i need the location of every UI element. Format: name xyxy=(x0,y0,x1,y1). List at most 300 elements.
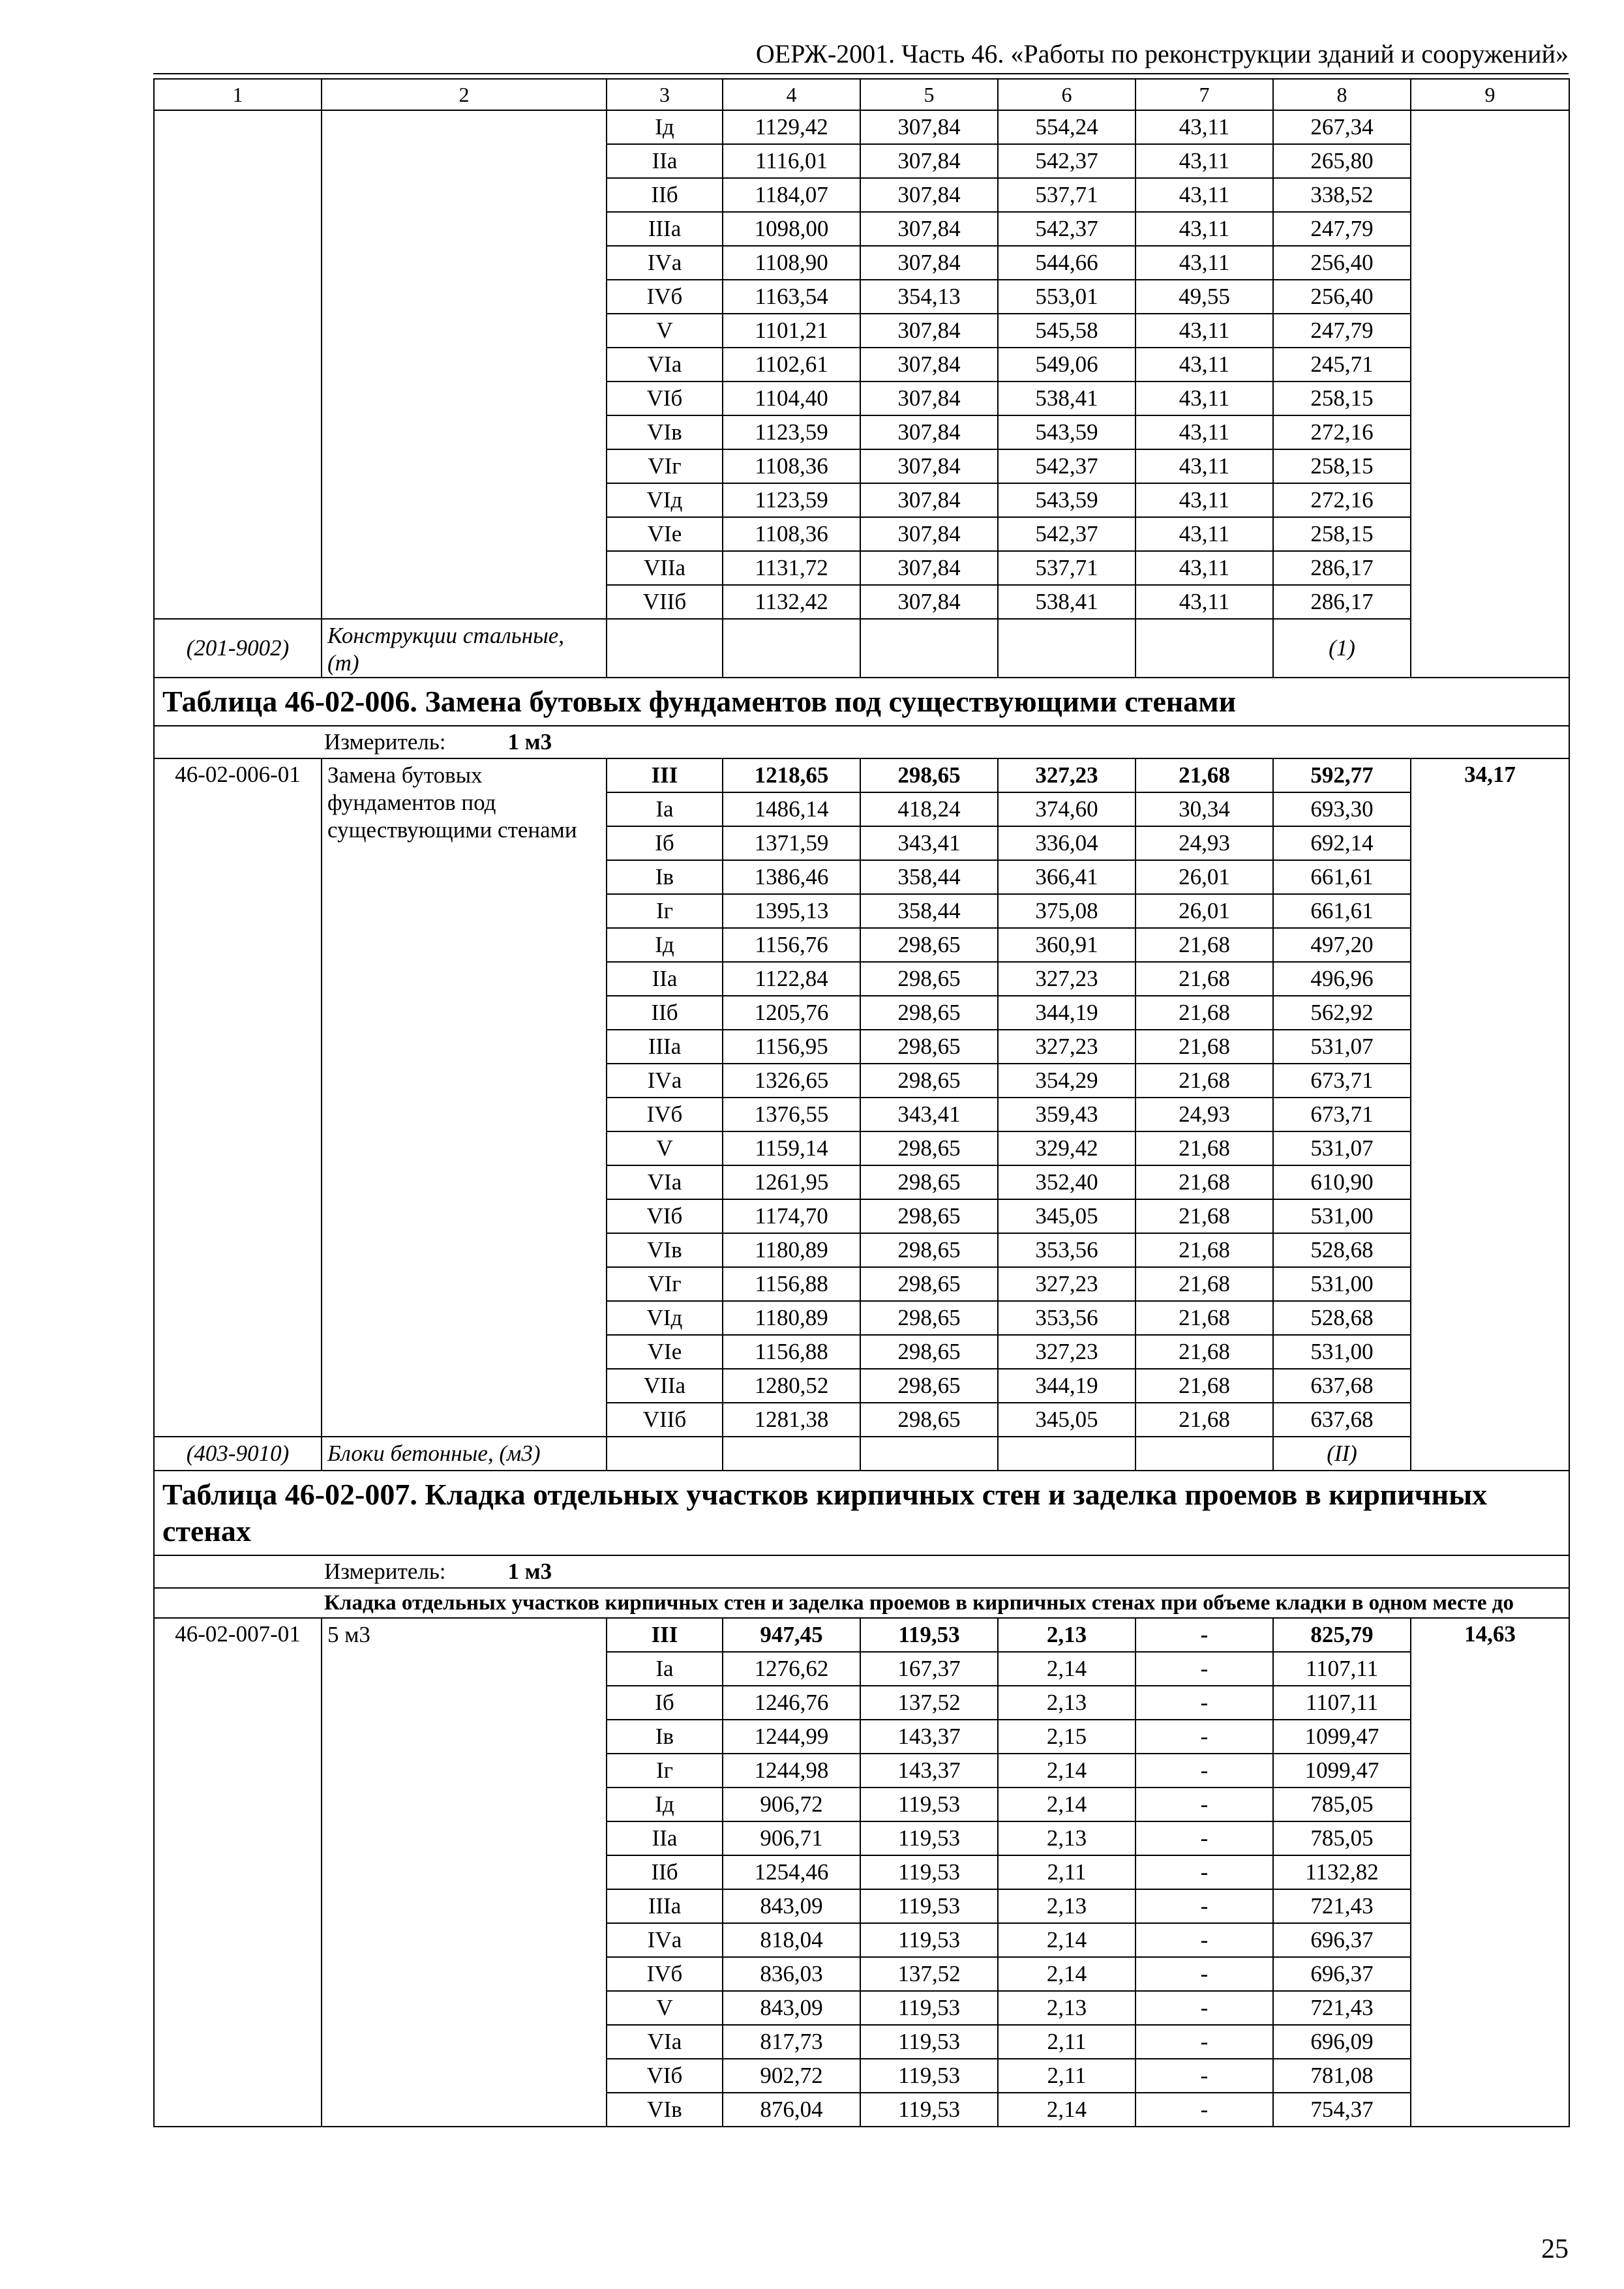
value-cell: 1254,46 xyxy=(723,1855,860,1889)
value-cell: 843,09 xyxy=(723,1889,860,1923)
value-cell: 2,14 xyxy=(998,1652,1135,1686)
value-cell: 345,05 xyxy=(998,1403,1135,1437)
rates-table xyxy=(153,78,1570,2127)
value-cell: 528,68 xyxy=(1273,1233,1411,1267)
value-cell: 1099,47 xyxy=(1273,1720,1411,1754)
value-cell: 843,09 xyxy=(723,1991,860,2025)
column-number: 1 xyxy=(154,79,322,110)
resource-name: Блоки бетонные, (м3) xyxy=(322,1437,607,1471)
zone-cell: VIа xyxy=(607,348,723,382)
value-cell: 1132,82 xyxy=(1273,1855,1411,1889)
value-cell: 21,68 xyxy=(1135,1030,1273,1064)
value-cell: 298,65 xyxy=(860,1267,998,1301)
value-cell: 21,68 xyxy=(1135,1267,1273,1301)
column-number: 2 xyxy=(322,79,607,110)
value-cell: 1122,84 xyxy=(723,962,860,996)
zone-cell: Iг xyxy=(607,894,723,928)
code-cell: 46-02-007-01 xyxy=(154,1618,322,2127)
value-cell: 1098,00 xyxy=(723,212,860,246)
value-cell: 21,68 xyxy=(1135,1165,1273,1199)
value-cell: 43,11 xyxy=(1135,517,1273,551)
column-number: 7 xyxy=(1135,79,1273,110)
value-cell: 354,29 xyxy=(998,1064,1135,1098)
value-cell: 24,93 xyxy=(1135,826,1273,860)
value-cell: 137,52 xyxy=(860,1686,998,1720)
value-cell: 143,37 xyxy=(860,1754,998,1788)
value-cell: 258,15 xyxy=(1273,382,1411,415)
empty-cell xyxy=(607,619,723,678)
value-cell: 119,53 xyxy=(860,1821,998,1855)
zone-cell: III xyxy=(607,1618,723,1652)
value-cell: 298,65 xyxy=(860,1301,998,1335)
zone-cell: VIа xyxy=(607,2025,723,2059)
value-cell: 554,24 xyxy=(998,110,1135,144)
value-cell: 298,65 xyxy=(860,1403,998,1437)
zone-cell: VIг xyxy=(607,449,723,483)
value-cell: 544,66 xyxy=(998,246,1135,280)
value-cell: 1099,47 xyxy=(1273,1754,1411,1788)
value-cell: 545,58 xyxy=(998,314,1135,348)
empty-cell xyxy=(1135,619,1273,678)
value-cell: 21,68 xyxy=(1135,928,1273,962)
value-cell: - xyxy=(1135,1754,1273,1788)
zone-cell: Iд xyxy=(607,1788,723,1821)
zone-cell: IIб xyxy=(607,1855,723,1889)
value-cell: 21,68 xyxy=(1135,996,1273,1030)
value-cell: 1246,76 xyxy=(723,1686,860,1720)
value-cell: 661,61 xyxy=(1273,860,1411,894)
value-cell: 272,16 xyxy=(1273,483,1411,517)
value-cell: 21,68 xyxy=(1135,1301,1273,1335)
value-cell: 1386,46 xyxy=(723,860,860,894)
table-title: Таблица 46-02-006. Замена бутовых фундаментов под существующими стенами xyxy=(154,678,1569,726)
value-cell: 1205,76 xyxy=(723,996,860,1030)
value-cell: 1107,11 xyxy=(1273,1686,1411,1720)
zone-cell: V xyxy=(607,314,723,348)
value-cell: 906,72 xyxy=(723,1788,860,1821)
meter-cell xyxy=(154,726,1569,758)
value-cell: 21,68 xyxy=(1135,758,1273,792)
meter-label: Измеритель: xyxy=(324,729,446,755)
empty-cell xyxy=(998,619,1135,678)
value-cell: 1486,14 xyxy=(723,792,860,826)
zone-cell: VIIа xyxy=(607,1369,723,1403)
value-cell: 1132,42 xyxy=(723,585,860,619)
value-cell: 307,84 xyxy=(860,585,998,619)
value-cell: 21,68 xyxy=(1135,962,1273,996)
column-number: 4 xyxy=(723,79,860,110)
column-number: 5 xyxy=(860,79,998,110)
value-cell: 1174,70 xyxy=(723,1199,860,1233)
zone-cell: Iа xyxy=(607,1652,723,1686)
value-cell: 2,11 xyxy=(998,1855,1135,1889)
zone-cell: V xyxy=(607,1131,723,1165)
resource-code: (201-9002) xyxy=(154,619,322,678)
value-cell: 258,15 xyxy=(1273,449,1411,483)
value-cell: 2,14 xyxy=(998,1923,1135,1957)
value-cell: 119,53 xyxy=(860,2059,998,2093)
value-cell: 352,40 xyxy=(998,1165,1135,1199)
value-cell: 354,13 xyxy=(860,280,998,314)
zone-cell: Iд xyxy=(607,928,723,962)
zone-cell: VIе xyxy=(607,1335,723,1369)
zone-cell: IIа xyxy=(607,962,723,996)
value-cell: 247,79 xyxy=(1273,314,1411,348)
value-cell: 785,05 xyxy=(1273,1788,1411,1821)
value-cell: 1280,52 xyxy=(723,1369,860,1403)
table-title: Таблица 46-02-007. Кладка отдельных участков кирпичных стен и заделка проемов в кирпичных стенах xyxy=(154,1471,1569,1555)
value-cell: 1184,07 xyxy=(723,178,860,212)
meter-label: Измеритель: xyxy=(324,1559,446,1584)
value-cell: 1131,72 xyxy=(723,551,860,585)
value-cell: 637,68 xyxy=(1273,1403,1411,1437)
value-cell: 43,11 xyxy=(1135,483,1273,517)
value-cell: - xyxy=(1135,1686,1273,1720)
value-cell: 343,41 xyxy=(860,826,998,860)
value-cell: 366,41 xyxy=(998,860,1135,894)
zone-cell: IVа xyxy=(607,1923,723,1957)
zone-cell: IVа xyxy=(607,1064,723,1098)
value-cell: 1129,42 xyxy=(723,110,860,144)
rate-row xyxy=(154,1618,1569,1652)
value-cell: 336,04 xyxy=(998,826,1135,860)
value-cell: 637,68 xyxy=(1273,1369,1411,1403)
meter-cell xyxy=(154,1555,1569,1588)
value-cell: - xyxy=(1135,1957,1273,1991)
value-cell: 375,08 xyxy=(998,894,1135,928)
value-cell: 1156,88 xyxy=(723,1335,860,1369)
zone-cell: VIг xyxy=(607,1267,723,1301)
value-cell: 298,65 xyxy=(860,1030,998,1064)
value-cell: - xyxy=(1135,1720,1273,1754)
empty-cell xyxy=(860,1437,998,1471)
value-cell: 307,84 xyxy=(860,415,998,449)
value-cell: 245,71 xyxy=(1273,348,1411,382)
header-rule xyxy=(153,73,1569,74)
zone-cell: IIIа xyxy=(607,1889,723,1923)
value-cell: 307,84 xyxy=(860,144,998,178)
value-cell: 359,43 xyxy=(998,1098,1135,1131)
value-cell: 119,53 xyxy=(860,1889,998,1923)
value-cell: 137,52 xyxy=(860,1957,998,1991)
value-cell: 286,17 xyxy=(1273,551,1411,585)
value-cell: 549,06 xyxy=(998,348,1135,382)
value-cell: 1376,55 xyxy=(723,1098,860,1131)
empty-cell xyxy=(860,619,998,678)
value-cell: 119,53 xyxy=(860,1991,998,2025)
value-cell: 538,41 xyxy=(998,382,1135,415)
value-cell: 298,65 xyxy=(860,1335,998,1369)
value-cell: 537,71 xyxy=(998,551,1135,585)
value-cell: - xyxy=(1135,2093,1273,2127)
zone-cell: IIIа xyxy=(607,1030,723,1064)
empty-cell xyxy=(1135,1437,1273,1471)
value-cell: - xyxy=(1135,1923,1273,1957)
value-cell: 21,68 xyxy=(1135,1064,1273,1098)
value-cell: 543,59 xyxy=(998,415,1135,449)
description-cell xyxy=(322,110,607,619)
value-cell: 298,65 xyxy=(860,996,998,1030)
value-cell: 2,13 xyxy=(998,1618,1135,1652)
value-cell: 298,65 xyxy=(860,1165,998,1199)
zone-cell: IIб xyxy=(607,178,723,212)
col9-cell xyxy=(1411,110,1569,678)
value-cell: 119,53 xyxy=(860,2093,998,2127)
value-cell: 1281,38 xyxy=(723,1403,860,1437)
value-cell: 906,71 xyxy=(723,1821,860,1855)
value-cell: 2,14 xyxy=(998,1788,1135,1821)
value-cell: 1371,59 xyxy=(723,826,860,860)
resource-col8: (II) xyxy=(1273,1437,1411,1471)
value-cell: 307,84 xyxy=(860,212,998,246)
value-cell: 307,84 xyxy=(860,178,998,212)
value-cell: 26,01 xyxy=(1135,894,1273,928)
value-cell: 329,42 xyxy=(998,1131,1135,1165)
zone-cell: IVб xyxy=(607,1957,723,1991)
value-cell: 528,68 xyxy=(1273,1301,1411,1335)
value-cell: 2,13 xyxy=(998,1686,1135,1720)
value-cell: 119,53 xyxy=(860,1923,998,1957)
value-cell: 247,79 xyxy=(1273,212,1411,246)
meter-value: 1 м3 xyxy=(507,1559,552,1584)
value-cell: 2,14 xyxy=(998,1754,1135,1788)
value-cell: 1244,99 xyxy=(723,1720,860,1754)
value-cell: 272,16 xyxy=(1273,415,1411,449)
value-cell: 1180,89 xyxy=(723,1233,860,1267)
zone-cell: VIд xyxy=(607,483,723,517)
zone-cell: Iд xyxy=(607,110,723,144)
code-cell: 46-02-006-01 xyxy=(154,758,322,1437)
value-cell: 2,15 xyxy=(998,1720,1135,1754)
value-cell: 21,68 xyxy=(1135,1131,1273,1165)
page-header: ОЕРЖ-2001. Часть 46. «Работы по реконструкции зданий и сооружений» xyxy=(755,39,1569,68)
value-cell: 1244,98 xyxy=(723,1754,860,1788)
value-cell: 327,23 xyxy=(998,758,1135,792)
value-cell: 1163,54 xyxy=(723,280,860,314)
value-cell: 693,30 xyxy=(1273,792,1411,826)
zone-cell: VIв xyxy=(607,2093,723,2127)
value-cell: 119,53 xyxy=(860,1618,998,1652)
value-cell: 256,40 xyxy=(1273,280,1411,314)
value-cell: 43,11 xyxy=(1135,551,1273,585)
value-cell: 2,14 xyxy=(998,1957,1135,1991)
value-cell: 542,37 xyxy=(998,144,1135,178)
value-cell: 167,37 xyxy=(860,1652,998,1686)
value-cell: - xyxy=(1135,2059,1273,2093)
value-cell: 1108,90 xyxy=(723,246,860,280)
value-cell: 374,60 xyxy=(998,792,1135,826)
value-cell: 818,04 xyxy=(723,1923,860,1957)
value-cell: 542,37 xyxy=(998,517,1135,551)
value-cell: 143,37 xyxy=(860,1720,998,1754)
value-cell: 26,01 xyxy=(1135,860,1273,894)
value-cell: 1123,59 xyxy=(723,415,860,449)
rate-row xyxy=(154,758,1569,792)
value-cell: 553,01 xyxy=(998,280,1135,314)
value-cell: - xyxy=(1135,1821,1273,1855)
value-cell: 307,84 xyxy=(860,382,998,415)
zone-cell: VIб xyxy=(607,1199,723,1233)
value-cell: 327,23 xyxy=(998,1267,1135,1301)
value-cell: 2,13 xyxy=(998,1889,1135,1923)
value-cell: 1156,88 xyxy=(723,1267,860,1301)
zone-cell: IIб xyxy=(607,996,723,1030)
column-number: 8 xyxy=(1273,79,1411,110)
value-cell: - xyxy=(1135,1889,1273,1923)
value-cell: 344,19 xyxy=(998,1369,1135,1403)
value-cell: 298,65 xyxy=(860,1369,998,1403)
value-cell: 496,96 xyxy=(1273,962,1411,996)
value-cell: 21,68 xyxy=(1135,1335,1273,1369)
code-cell xyxy=(154,110,322,619)
col9-cell: 14,63 xyxy=(1411,1618,1569,2127)
value-cell: 360,91 xyxy=(998,928,1135,962)
value-cell: 43,11 xyxy=(1135,415,1273,449)
value-cell: 902,72 xyxy=(723,2059,860,2093)
zone-cell: IVб xyxy=(607,1098,723,1131)
value-cell: 358,44 xyxy=(860,860,998,894)
value-cell: 1156,76 xyxy=(723,928,860,962)
value-cell: 298,65 xyxy=(860,1064,998,1098)
value-cell: 307,84 xyxy=(860,551,998,585)
page-number: 25 xyxy=(1541,2234,1569,2264)
value-cell: 1101,21 xyxy=(723,314,860,348)
value-cell: 2,13 xyxy=(998,1821,1135,1855)
value-cell: 43,11 xyxy=(1135,449,1273,483)
value-cell: 43,11 xyxy=(1135,178,1273,212)
value-cell: 307,84 xyxy=(860,246,998,280)
value-cell: 256,40 xyxy=(1273,246,1411,280)
value-cell: 1104,40 xyxy=(723,382,860,415)
value-cell: 696,37 xyxy=(1273,1957,1411,1991)
resource-col8: (1) xyxy=(1273,619,1411,678)
value-cell: 298,65 xyxy=(860,1131,998,1165)
zone-cell: Iг xyxy=(607,1754,723,1788)
value-cell: 338,52 xyxy=(1273,178,1411,212)
value-cell: 418,24 xyxy=(860,792,998,826)
value-cell: 298,65 xyxy=(860,962,998,996)
value-cell: 353,56 xyxy=(998,1233,1135,1267)
value-cell: 531,07 xyxy=(1273,1030,1411,1064)
zone-cell: Iб xyxy=(607,826,723,860)
zone-cell: IIа xyxy=(607,1821,723,1855)
rate-row xyxy=(154,110,1569,144)
value-cell: 30,34 xyxy=(1135,792,1273,826)
value-cell: 1108,36 xyxy=(723,449,860,483)
value-cell: 119,53 xyxy=(860,1855,998,1889)
meter-row xyxy=(154,726,1569,758)
value-cell: 543,59 xyxy=(998,483,1135,517)
value-cell: 43,11 xyxy=(1135,314,1273,348)
value-cell: 817,73 xyxy=(723,2025,860,2059)
value-cell: 562,92 xyxy=(1273,996,1411,1030)
value-cell: 2,11 xyxy=(998,2059,1135,2093)
value-cell: - xyxy=(1135,1618,1273,1652)
value-cell: 537,71 xyxy=(998,178,1135,212)
value-cell: 307,84 xyxy=(860,517,998,551)
column-number-row xyxy=(154,79,1569,110)
value-cell: 785,05 xyxy=(1273,1821,1411,1855)
zone-cell: IVб xyxy=(607,280,723,314)
value-cell: 307,84 xyxy=(860,348,998,382)
value-cell: 49,55 xyxy=(1135,280,1273,314)
value-cell: 1395,13 xyxy=(723,894,860,928)
zone-cell: VIIа xyxy=(607,551,723,585)
zone-cell: VIе xyxy=(607,517,723,551)
value-cell: 610,90 xyxy=(1273,1165,1411,1199)
zone-cell: VIIб xyxy=(607,585,723,619)
value-cell: 1218,65 xyxy=(723,758,860,792)
zone-cell: IIIа xyxy=(607,212,723,246)
table-title-row xyxy=(154,1471,1569,1555)
value-cell: 119,53 xyxy=(860,1788,998,1821)
value-cell: 21,68 xyxy=(1135,1233,1273,1267)
meter-value: 1 м3 xyxy=(507,729,552,755)
value-cell: 327,23 xyxy=(998,962,1135,996)
meter-row xyxy=(154,1555,1569,1588)
table-subtitle: Кладка отдельных участков кирпичных стен и заделка проемов в кирпичных стенах при объеме кладки в одном месте до xyxy=(154,1588,1569,1618)
zone-cell: III xyxy=(607,758,723,792)
value-cell: 307,84 xyxy=(860,449,998,483)
column-number: 9 xyxy=(1411,79,1569,110)
value-cell: 661,61 xyxy=(1273,894,1411,928)
value-cell: 531,07 xyxy=(1273,1131,1411,1165)
value-cell: 307,84 xyxy=(860,314,998,348)
value-cell: 1156,95 xyxy=(723,1030,860,1064)
value-cell: 344,19 xyxy=(998,996,1135,1030)
value-cell: 24,93 xyxy=(1135,1098,1273,1131)
value-cell: 696,37 xyxy=(1273,1923,1411,1957)
value-cell: 1159,14 xyxy=(723,1131,860,1165)
value-cell: - xyxy=(1135,1652,1273,1686)
value-cell: 327,23 xyxy=(998,1335,1135,1369)
table-title-row xyxy=(154,678,1569,726)
zone-cell: VIа xyxy=(607,1165,723,1199)
resource-row xyxy=(154,619,1569,678)
value-cell: 531,00 xyxy=(1273,1335,1411,1369)
zone-cell: V xyxy=(607,1991,723,2025)
zone-cell: IVа xyxy=(607,246,723,280)
value-cell: 781,08 xyxy=(1273,2059,1411,2093)
description-cell: Замена бутовых фундаментов под существующими стенами xyxy=(322,758,607,1437)
value-cell: 119,53 xyxy=(860,2025,998,2059)
value-cell: - xyxy=(1135,1855,1273,1889)
value-cell: 307,84 xyxy=(860,483,998,517)
value-cell: 538,41 xyxy=(998,585,1135,619)
value-cell: 307,84 xyxy=(860,110,998,144)
value-cell: 2,11 xyxy=(998,2025,1135,2059)
zone-cell: VIд xyxy=(607,1301,723,1335)
value-cell: 1180,89 xyxy=(723,1301,860,1335)
zone-cell: VIб xyxy=(607,2059,723,2093)
value-cell: 1108,36 xyxy=(723,517,860,551)
value-cell: 267,34 xyxy=(1273,110,1411,144)
value-cell: 21,68 xyxy=(1135,1403,1273,1437)
column-number: 6 xyxy=(998,79,1135,110)
value-cell: 1123,59 xyxy=(723,483,860,517)
value-cell: - xyxy=(1135,2025,1273,2059)
empty-cell xyxy=(723,619,860,678)
value-cell: - xyxy=(1135,1788,1273,1821)
value-cell: 947,45 xyxy=(723,1618,860,1652)
zone-cell: VIб xyxy=(607,382,723,415)
value-cell: 327,23 xyxy=(998,1030,1135,1064)
value-cell: 592,77 xyxy=(1273,758,1411,792)
value-cell: 531,00 xyxy=(1273,1267,1411,1301)
zone-cell: VIв xyxy=(607,415,723,449)
value-cell: 696,09 xyxy=(1273,2025,1411,2059)
value-cell: 673,71 xyxy=(1273,1064,1411,1098)
